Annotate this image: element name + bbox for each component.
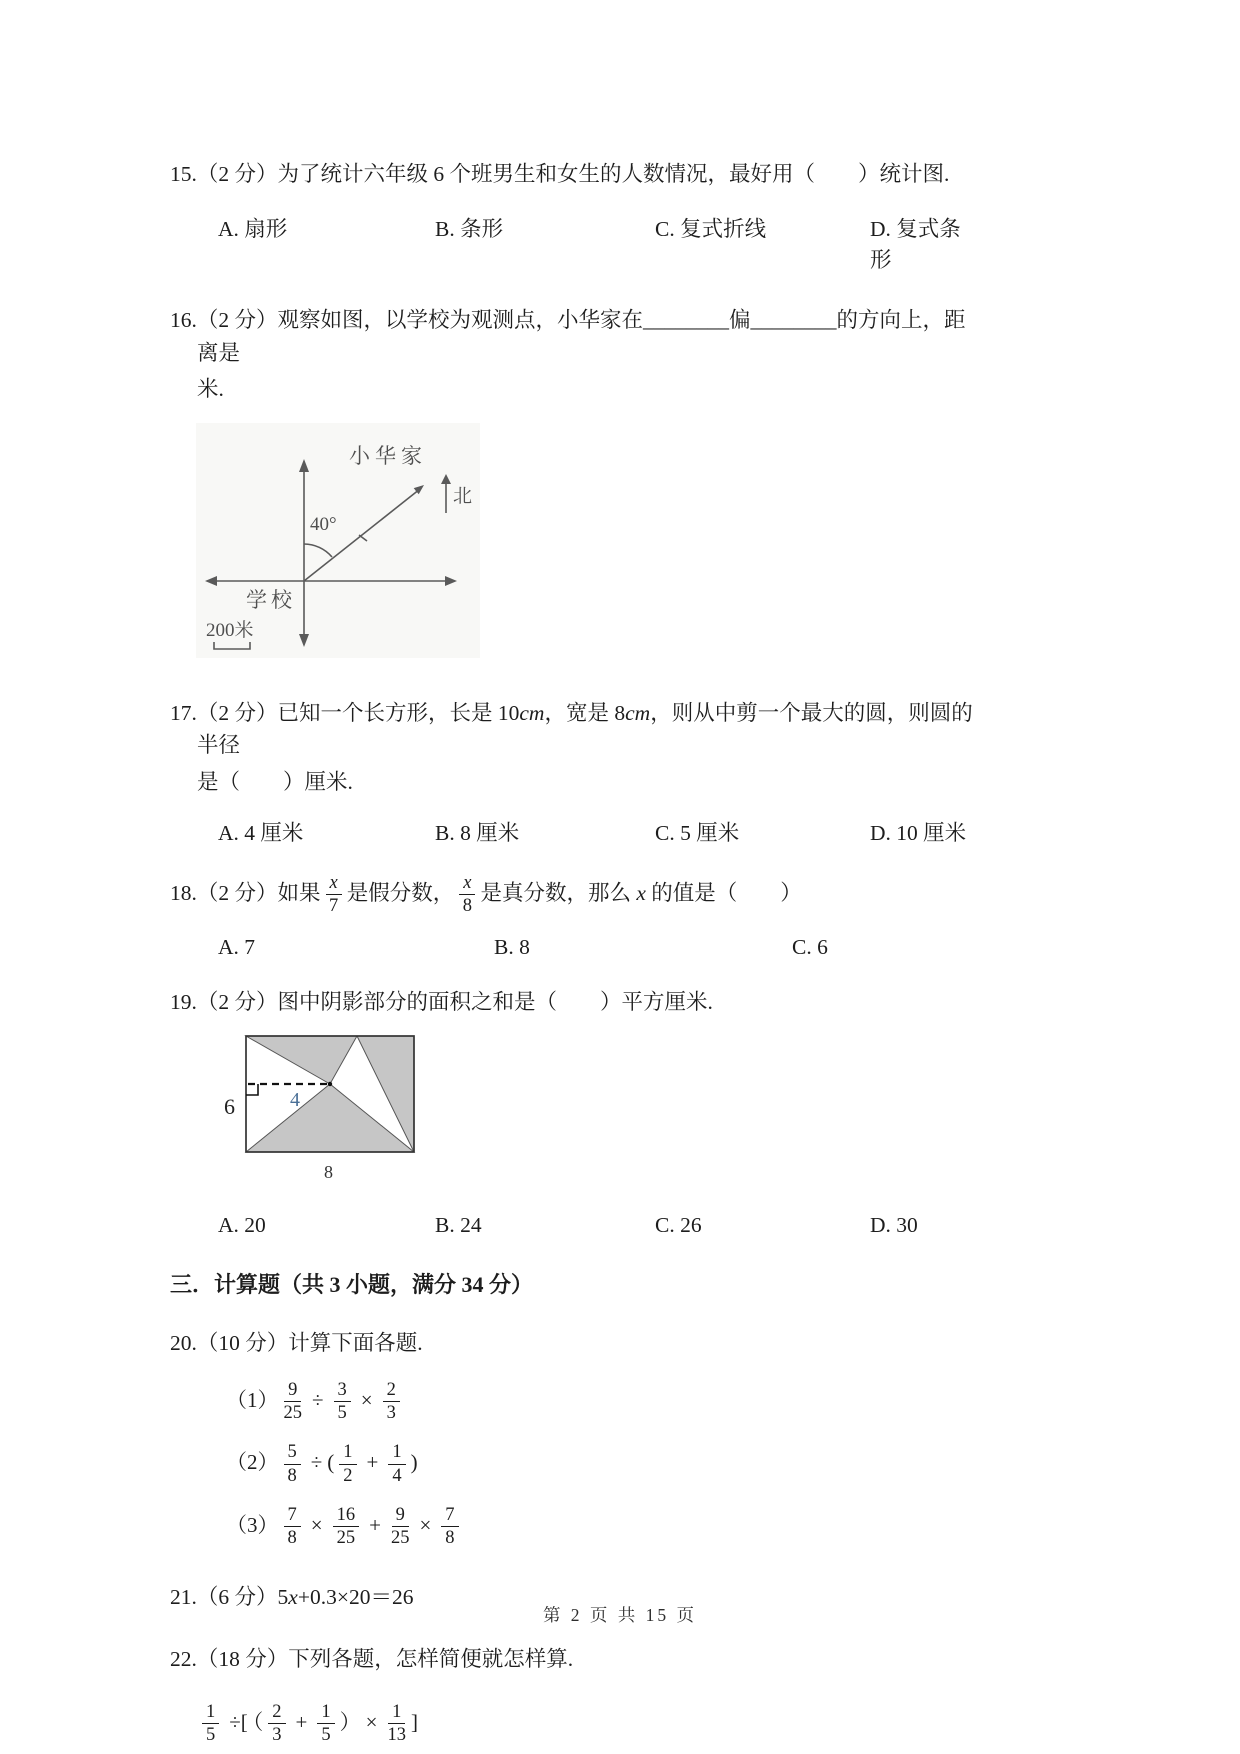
q17-option-d: D. 10 厘米 bbox=[870, 820, 967, 845]
math-operator: + bbox=[369, 1512, 381, 1537]
scale-label: 200米 bbox=[206, 620, 254, 641]
question-16-text-cont: 米. bbox=[197, 376, 224, 401]
math-text: 是真分数，那么 bbox=[480, 880, 637, 905]
q18-option-a: A. 7 bbox=[218, 935, 256, 960]
ray-tick bbox=[359, 535, 367, 541]
question-17-text-cont: 是（ ）厘米. bbox=[197, 769, 353, 794]
math-text: ) bbox=[410, 1450, 418, 1475]
inner-point bbox=[328, 1082, 332, 1086]
question-20-expr-2 bbox=[226, 1440, 982, 1488]
math-operator: × bbox=[310, 1512, 323, 1537]
right-arrowhead-icon bbox=[445, 576, 457, 586]
left-arrowhead-icon bbox=[205, 576, 217, 586]
fraction: $\frac{7}{8}$ bbox=[441, 1505, 458, 1549]
math-operator: × bbox=[360, 1387, 373, 1412]
q17-option-b: B. 8 厘米 bbox=[435, 820, 520, 845]
question-22-expression bbox=[197, 1700, 982, 1748]
fraction: $\frac{5}{8}$ bbox=[284, 1442, 301, 1486]
fraction: $\frac{x}{8}$ bbox=[459, 873, 475, 917]
question-22-text: 22.（18 分）下列各题，怎样简便就怎样算. bbox=[170, 1647, 574, 1672]
fraction: $\frac{16}{25}$ bbox=[333, 1505, 360, 1549]
math-text: x bbox=[288, 1585, 298, 1609]
question-18-text bbox=[170, 871, 982, 919]
math-text: x bbox=[636, 880, 646, 905]
page-content bbox=[170, 158, 982, 1748]
school-label: 学校 bbox=[246, 588, 296, 612]
math-text: cm bbox=[625, 701, 651, 725]
math-text: 的值是（ ） bbox=[645, 880, 802, 905]
q18-option-c: C. 6 bbox=[792, 935, 828, 960]
q15-option-c: C. 复式折线 bbox=[655, 217, 767, 242]
math-operator: + bbox=[295, 1709, 308, 1734]
question-18-options bbox=[170, 935, 982, 960]
math-operator: ÷ bbox=[312, 1387, 324, 1412]
inner-distance-label: 4 bbox=[290, 1089, 300, 1112]
fraction: $\frac{1}{5}$ bbox=[202, 1702, 219, 1746]
fraction: $\frac{1}{5}$ bbox=[317, 1702, 334, 1746]
question-15-options bbox=[170, 212, 982, 274]
q15-option-a: A. 扇形 bbox=[218, 217, 288, 242]
question-15-text: 15.（2 分）为了统计六年级 6 个班男生和女生的人数情况，最好用（ ）统计图. bbox=[170, 162, 950, 186]
question-19-text: 19.（2 分）图中阴影部分的面积之和是（ ）平方厘米. bbox=[170, 990, 713, 1015]
q17-option-a: A. 4 厘米 bbox=[218, 820, 304, 845]
down-arrowhead-icon bbox=[299, 634, 309, 647]
math-operator: ÷ bbox=[310, 1450, 323, 1475]
math-text: cm bbox=[519, 701, 545, 725]
math-text: （ bbox=[252, 1709, 264, 1734]
question-16-text: 16.（2 分）观察如图，以学校为观测点，小华家在________偏________的方向上，距离是 bbox=[170, 308, 966, 365]
question-19-shaded-figure bbox=[218, 1032, 448, 1184]
math-text: 是假分数， bbox=[346, 880, 455, 905]
math-text: 17.（2 分）已知一个长方形，长是 10 bbox=[170, 701, 520, 725]
fraction: $\frac{9}{25}$ bbox=[390, 1504, 410, 1549]
math-text: ( bbox=[327, 1450, 335, 1475]
math-operator: × bbox=[365, 1709, 378, 1734]
math-text: ，则从中剪一个最大的圆，则圆的半径 bbox=[197, 701, 973, 758]
angle-label: 40° bbox=[310, 514, 337, 535]
scale-bracket bbox=[214, 642, 250, 649]
question-20-expr-3 bbox=[226, 1503, 982, 1551]
q17-option-c: C. 5 厘米 bbox=[655, 820, 740, 845]
question-17-text bbox=[170, 697, 982, 762]
up-arrowhead-icon bbox=[299, 459, 309, 472]
fraction: $\frac{2}{3}$ bbox=[268, 1702, 285, 1746]
fraction: $\frac{1}{4}$ bbox=[388, 1442, 405, 1486]
home-point bbox=[416, 488, 421, 493]
q15-option-b: B. 条形 bbox=[435, 217, 504, 242]
q19-option-a: A. 20 bbox=[218, 1213, 266, 1238]
fraction: $\frac{9}{25}$ bbox=[283, 1379, 302, 1424]
page-footer: 第 2 页 共 15 页 bbox=[542, 1605, 698, 1625]
q19-option-b: B. 24 bbox=[435, 1213, 482, 1238]
question-20-text: 20.（10 分）计算下面各题. bbox=[170, 1331, 423, 1356]
fraction: $\frac{x}{7}$ bbox=[326, 873, 342, 917]
math-text: ] bbox=[410, 1709, 418, 1734]
width-label: 8 bbox=[324, 1162, 333, 1183]
fraction: $\frac{3}{5}$ bbox=[334, 1380, 351, 1424]
math-text: 18.（2 分）如果 bbox=[170, 880, 321, 905]
math-operator: + bbox=[366, 1450, 379, 1475]
angle-arc bbox=[304, 544, 332, 557]
fraction: $\frac{2}{3}$ bbox=[383, 1380, 400, 1424]
math-text: （1） bbox=[226, 1387, 279, 1412]
north-label: 北 bbox=[453, 486, 473, 507]
math-text: ） bbox=[339, 1709, 361, 1734]
shaded-top-triangle bbox=[246, 1036, 357, 1084]
question-20-expr-1 bbox=[226, 1378, 982, 1426]
question-17-options bbox=[170, 816, 982, 847]
home-label: 小华家 bbox=[349, 444, 427, 468]
north-arrowhead-icon bbox=[441, 474, 451, 484]
math-text: 21.（6 分）5 bbox=[170, 1585, 289, 1609]
q19-option-c: C. 26 bbox=[655, 1213, 702, 1238]
math-text: （2） bbox=[226, 1450, 279, 1475]
fraction: $\frac{1}{2}$ bbox=[339, 1442, 356, 1486]
fraction: $\frac{1}{13}$ bbox=[387, 1701, 406, 1746]
math-operator: × bbox=[419, 1512, 432, 1537]
right-angle-mark bbox=[246, 1084, 258, 1095]
q19-option-d: D. 30 bbox=[870, 1213, 918, 1238]
q15-option-d: D. 复式条形 bbox=[870, 217, 961, 273]
question-19-options bbox=[170, 1213, 982, 1238]
math-text: （3） bbox=[226, 1512, 279, 1537]
home-direction-ray bbox=[304, 489, 420, 581]
fraction: $\frac{7}{8}$ bbox=[284, 1505, 301, 1549]
math-text: +0.3×20＝26 bbox=[297, 1585, 414, 1609]
math-text: ，宽是 8 bbox=[544, 701, 626, 725]
section-3-title: 三．计算题（共 3 小题，满分 34 分） bbox=[170, 1272, 534, 1298]
math-operator: ÷[ bbox=[229, 1709, 248, 1734]
height-label: 6 bbox=[224, 1094, 235, 1120]
question-16-direction-figure bbox=[196, 423, 480, 658]
q18-option-b: B. 8 bbox=[494, 935, 530, 960]
